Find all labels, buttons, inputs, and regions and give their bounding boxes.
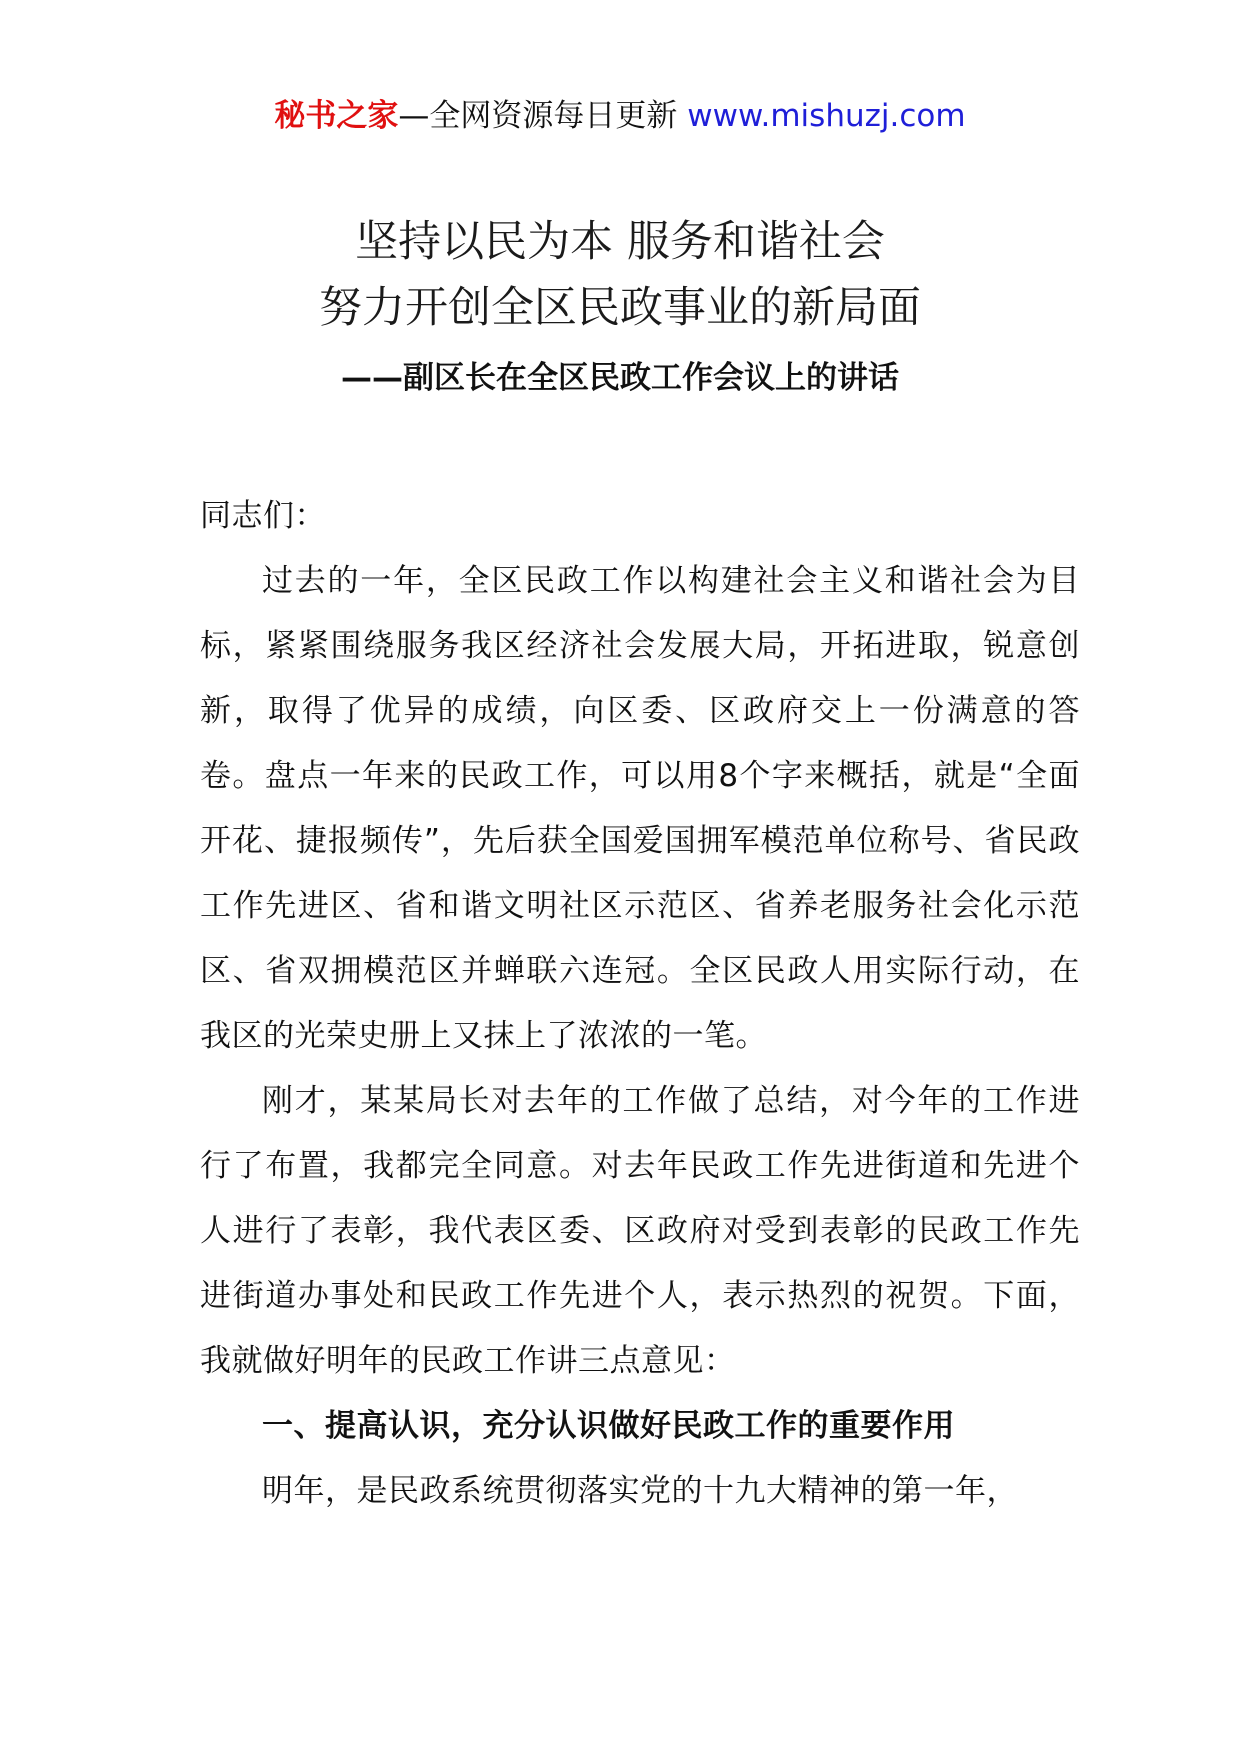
paragraph-2: 刚才，某某局长对去年的工作做了总结，对今年的工作进行了布置，我都完全同意。对去年民政工作先进街道和先进个人进行了表彰，我代表区委、区政府对受到表彰的民政工作先进街道办事处和民政工作先进个人，表示热烈的祝贺。下面，我就做好明年的民政工作讲三点意见： — [200, 1083, 1080, 1379]
site-url-link[interactable]: www.mishuzj.com — [687, 98, 966, 134]
section-heading-1: 一、提高认识，充分认识做好民政工作的重要作用 — [262, 1408, 955, 1444]
brand-name: 秘书之家 — [274, 98, 399, 134]
greeting: 同志们： — [200, 498, 326, 534]
document-body — [200, 484, 1080, 1524]
paragraph-1: 过去的一年，全区民政工作以构建社会主义和谐社会为目标，紧紧围绕服务我区经济社会发展大局，开拓进取，锐意创新，取得了优异的成绩，向区委、区政府交上一份满意的答卷。盘点一年来的民政工作，可以用8个字来概括，就是“全面开花、捷报频传”，先后获全国爱国拥军模范单位称号、省民政工作先进区、省和谐文明社区示范区、省养老服务社会化示范区、省双拥模范区并蝉联六连冠。全区民政人用实际行动，在我区的光荣史册上又抹上了浓浓的一笔。 — [200, 563, 1080, 1054]
site-header — [0, 96, 1240, 136]
site-slogan: —全网资源每日更新 — [398, 98, 688, 134]
document-title-line-1: 坚持以民为本 服务和谐社会 — [355, 217, 885, 267]
document-subtitle: ——副区长在全区民政工作会议上的讲话 — [341, 360, 899, 396]
paragraph-3: 明年，是民政系统贯彻落实党的十九大精神的第一年， — [262, 1473, 1018, 1509]
document-title-line-2: 努力开创全区民政事业的新局面 — [319, 283, 921, 333]
